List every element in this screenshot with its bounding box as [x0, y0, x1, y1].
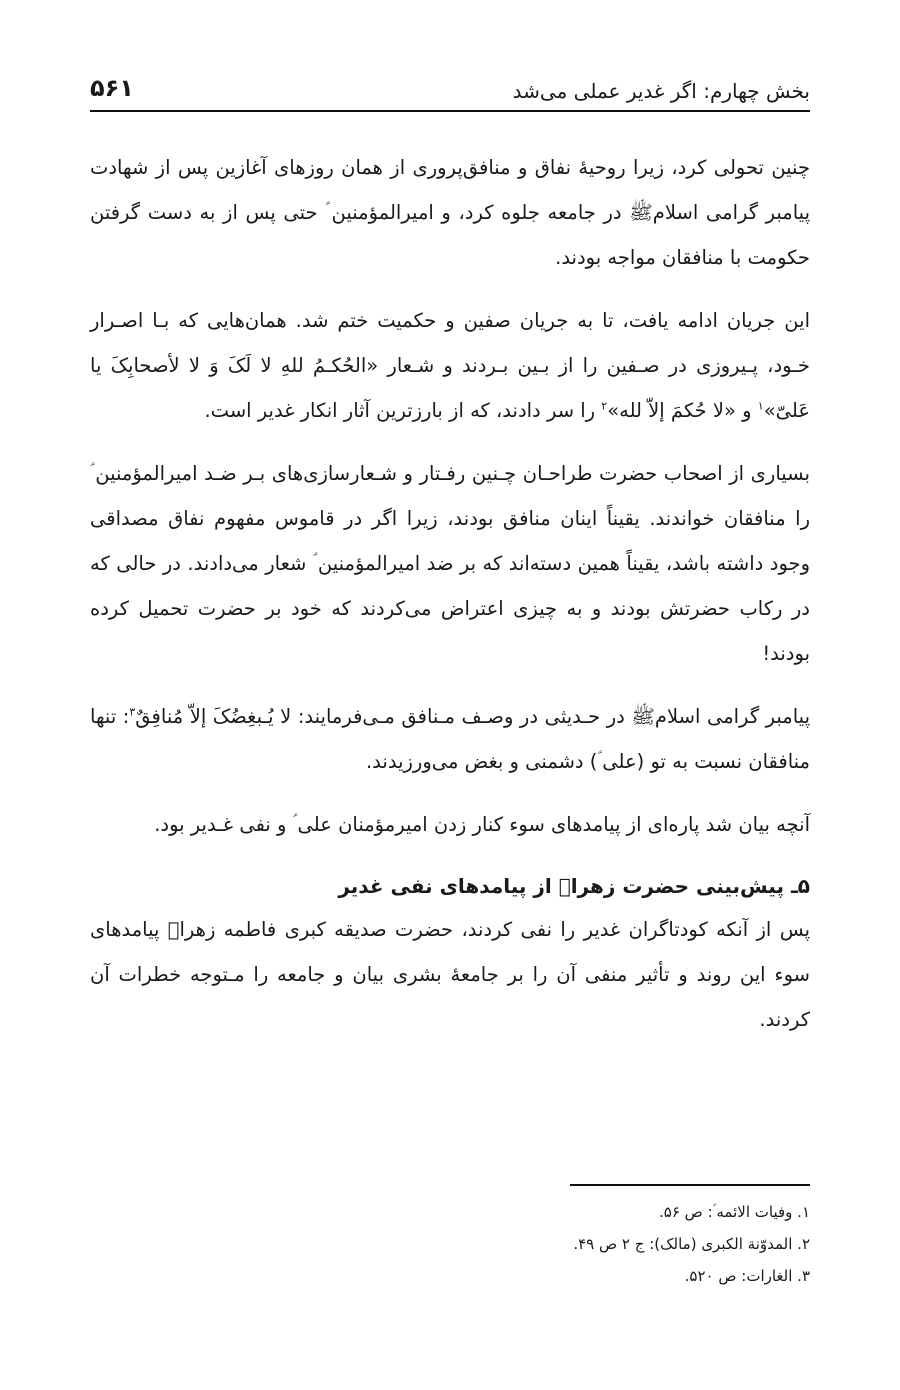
- paragraph-text: پیامبر گرامی اسلامﷺ در حـدیثی در وصـف مـنافق مـی‌فرمایند: لا یُـبغِضُکَ إلاّ مُنافِقٌ: [135, 705, 810, 728]
- paragraph-text: این جریان ادامه یافت، تا به جریان صفین و حکمیت ختم شد. همان‌هایی که بـا اصـرار خـود، پـیروزی در صـفین را از بـین بـردند و شـعار «الحُکـمُ للهِ لا لَکَ وَ لا لأصحابِکَ یا عَلیّ»: [90, 309, 810, 422]
- footnote: ۲. المدوّنة الکبری (مالک): ج ۲ ص ۴۹.: [573, 1235, 810, 1253]
- book-page: [90, 0, 810, 1390]
- footnote-marker[interactable]: ۲: [601, 399, 608, 413]
- main-text: [90, 145, 810, 1060]
- paragraph-text: پس از آنکه کودتاگران غدیر را نفی کردند، حضرت صدیقه کبری فاطمه زهراؑ پیامدهای سوء این روند و تأثیر منفی آن را بر جامعهٔ بشری بیان و جامعه را مـتوجه خطرات آن کردند.: [90, 918, 810, 1031]
- footnotes: [90, 1196, 810, 1292]
- footnote-separator: [570, 1184, 810, 1186]
- paragraph: [90, 451, 810, 676]
- paragraph-text: و «لا حُکمَ إلاّ لله»: [607, 399, 758, 422]
- page-header: [90, 70, 810, 112]
- paragraph: [90, 145, 810, 280]
- footnote: ۱. وفیات الائمه ؑ: ص ۵۶.: [659, 1203, 810, 1221]
- paragraph: [90, 907, 810, 1042]
- paragraph: [90, 694, 810, 784]
- paragraph-text: : تنها منافقان نسبت به تو (علی ؑ) دشمنی و بغض می‌ورزیدند.: [90, 705, 810, 773]
- paragraph-text: آنچه بیان شد پاره‌ای از پیامدهای سوء کنار زدن امیرمؤمنان علی ؑ و نفی غـدیر بود.: [154, 813, 810, 836]
- paragraph: [90, 802, 810, 847]
- page-number: ۵۶۱: [90, 74, 134, 102]
- footnote-marker[interactable]: ۳: [129, 705, 136, 719]
- paragraph-text: بسیاری از اصحاب حضرت طراحـان چـنین رفـتار و شـعارسازی‌های بـر ضـد امیرالمؤمنین ؑ را منافقان خواندند. یقیناً اینان منافق بودند، زیرا اگر در قاموس مفهوم نفاق مصداقی وجود داشته باشد، یقیناً همین دسته‌اند که بر ضد امیرالمؤمنین ؑ شعار می‌دادند. در حالی که در رکاب حضرتش بودند و به چیزی اعتراض می‌کردند که خود بر حضرت تحمیل کرده بودند!: [90, 462, 810, 665]
- footnote: ۳. الغارات: ص ۵۲۰.: [684, 1267, 810, 1285]
- paragraph-text: چنین تحولی کرد، زیرا روحیهٔ نفاق و منافق‌پروری از همان روزهای آغازین پس از شهادت پیامبر گرامی اسلامﷺ در جامعه جلوه کرد، و امیرالمؤمنین ؑ حتی پس از به دست گرفتن حکومت با منافقان مواجه بودند.: [90, 156, 810, 269]
- footnote-marker[interactable]: ۱: [757, 399, 764, 413]
- paragraph: [90, 298, 810, 433]
- running-title: بخش چهارم: اگر غدیر عملی می‌شد: [512, 79, 810, 103]
- paragraph-text: را سر دادند، که از بارزترین آثار انکار غدیر است.: [204, 399, 602, 422]
- section-heading: ۵ـ پیش‌بینی حضرت زهراؑ از پیامدهای نفی غدیر: [338, 874, 810, 898]
